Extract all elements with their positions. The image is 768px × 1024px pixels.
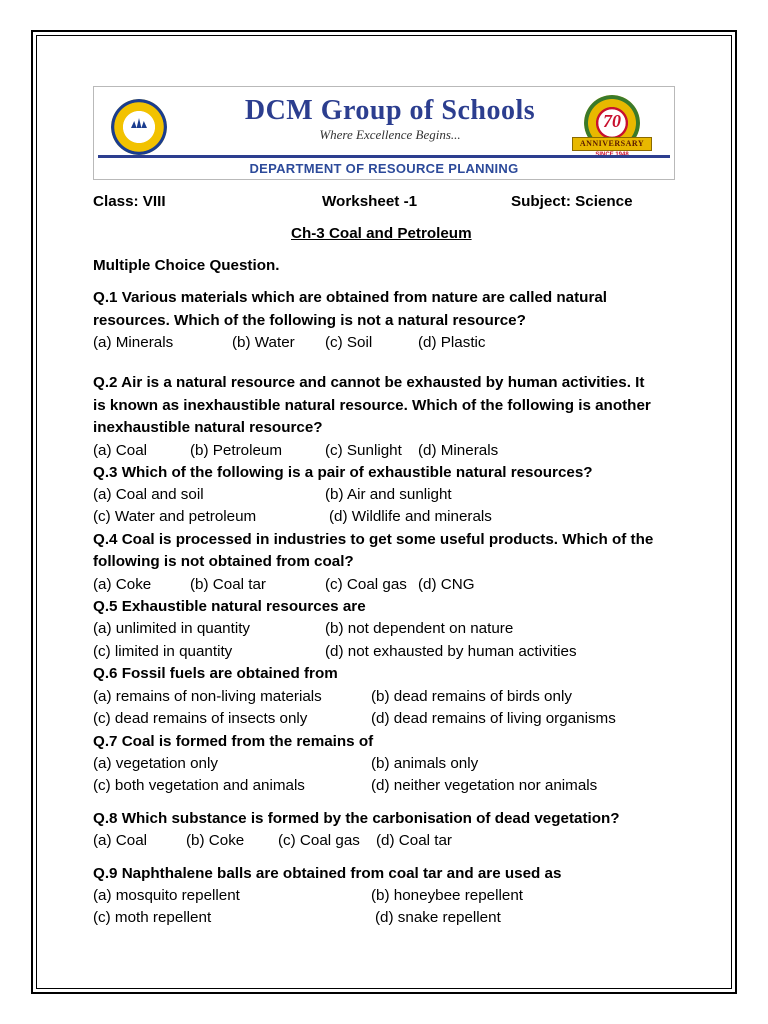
q3-option-a: (a) Coal and soil	[93, 486, 204, 503]
q5-option-c: (c) limited in quantity	[93, 643, 233, 660]
q9-option-b: (b) honeybee repellent	[371, 887, 523, 904]
q8-option-b: (b) Coke	[186, 832, 245, 849]
q6-option-d: (d) dead remains of living organisms	[371, 710, 616, 727]
q4-option-a: (a) Coke	[93, 576, 152, 593]
question-8-line-1: Q.8 Which substance is formed by the carbonisation of dead vegetation?	[93, 810, 620, 827]
anniversary-number: 70	[603, 111, 621, 131]
q5-option-a: (a) unlimited in quantity	[93, 620, 251, 637]
question-2-line-3: inexhaustible natural resource?	[93, 419, 323, 436]
worksheet-label: Worksheet -1	[322, 193, 418, 210]
q7-option-a: (a) vegetation only	[93, 755, 218, 772]
q8-option-a: (a) Coal	[93, 832, 148, 849]
q9-option-d: (d) snake repellent	[375, 909, 501, 926]
q6-option-a: (a) remains of non-living materials	[93, 688, 322, 705]
q2-option-c: (c) Sunlight	[325, 442, 402, 459]
chapter-title: Ch-3 Coal and Petroleum	[291, 225, 472, 242]
q1-option-b: (b) Water	[232, 334, 295, 351]
class-label: Class: VIII	[93, 193, 166, 210]
q7-option-b: (b) animals only	[371, 755, 479, 772]
q6-option-c: (c) dead remains of insects only	[93, 710, 308, 727]
school-name: DCM Group of Schools	[244, 95, 536, 126]
q2-option-d: (d) Minerals	[418, 442, 499, 459]
anniversary-logo	[572, 95, 652, 159]
q5-option-d: (d) not exhausted by human activities	[325, 643, 577, 660]
subject-label: Subject: Science	[511, 193, 633, 210]
anniversary-ribbon: ANNIVERSARY	[572, 137, 652, 151]
q5-option-b: (b) not dependent on nature	[325, 620, 514, 637]
question-6-line-1: Q.6 Fossil fuels are obtained from	[93, 665, 338, 682]
question-4-line-1: Q.4 Coal is processed in industries to get some useful products. Which of the	[93, 531, 654, 548]
department-name: DEPARTMENT OF RESOURCE PLANNING	[249, 161, 519, 176]
question-1-line-1: Q.1 Various materials which are obtained from nature are called natural	[93, 289, 608, 306]
school-header-banner	[93, 86, 675, 180]
question-2-line-1: Q.2 Air is a natural resource and cannot be exhausted by human activities. It	[93, 374, 645, 391]
q1-option-a: (a) Minerals	[93, 334, 174, 351]
q1-option-d: (d) Plastic	[418, 334, 486, 351]
q8-option-c: (c) Coal gas	[278, 832, 360, 849]
q7-option-d: (d) neither vegetation nor animals	[371, 777, 598, 794]
q3-option-d: (d) Wildlife and minerals	[329, 508, 492, 525]
q8-option-d: (d) Coal tar	[376, 832, 452, 849]
question-7-line-1: Q.7 Coal is formed from the remains of	[93, 733, 374, 750]
q3-option-c: (c) Water and petroleum	[93, 508, 257, 525]
q4-option-b: (b) Coal tar	[190, 576, 266, 593]
q4-option-d: (d) CNG	[418, 576, 475, 593]
question-3-line-1: Q.3 Which of the following is a pair of exhaustible natural resources?	[93, 464, 593, 481]
q2-option-b: (b) Petroleum	[190, 442, 283, 459]
q7-option-c: (c) both vegetation and animals	[93, 777, 305, 794]
school-emblem-logo	[111, 99, 167, 155]
school-tagline: Where Excellence Begins...	[319, 127, 461, 142]
question-2-line-2: is known as inexhaustible natural resource. Which of the following is another	[93, 397, 651, 414]
q3-option-b: (b) Air and sunlight	[325, 486, 452, 503]
question-9-line-1: Q.9 Naphthalene balls are obtained from coal tar and are used as	[93, 865, 562, 882]
section-title: Multiple Choice Question.	[93, 257, 280, 274]
question-5-line-1: Q.5 Exhaustible natural resources are	[93, 598, 366, 615]
q4-option-c: (c) Coal gas	[325, 576, 407, 593]
q1-option-c: (c) Soil	[325, 334, 373, 351]
q9-option-c: (c) moth repellent	[93, 909, 212, 926]
header-divider	[98, 155, 670, 158]
question-1-line-2: resources. Which of the following is not a natural resource?	[93, 312, 526, 329]
q2-option-a: (a) Coal	[93, 442, 148, 459]
question-4-line-2: following is not obtained from coal?	[93, 553, 354, 570]
q6-option-b: (b) dead remains of birds only	[371, 688, 572, 705]
q9-option-a: (a) mosquito repellent	[93, 887, 240, 904]
